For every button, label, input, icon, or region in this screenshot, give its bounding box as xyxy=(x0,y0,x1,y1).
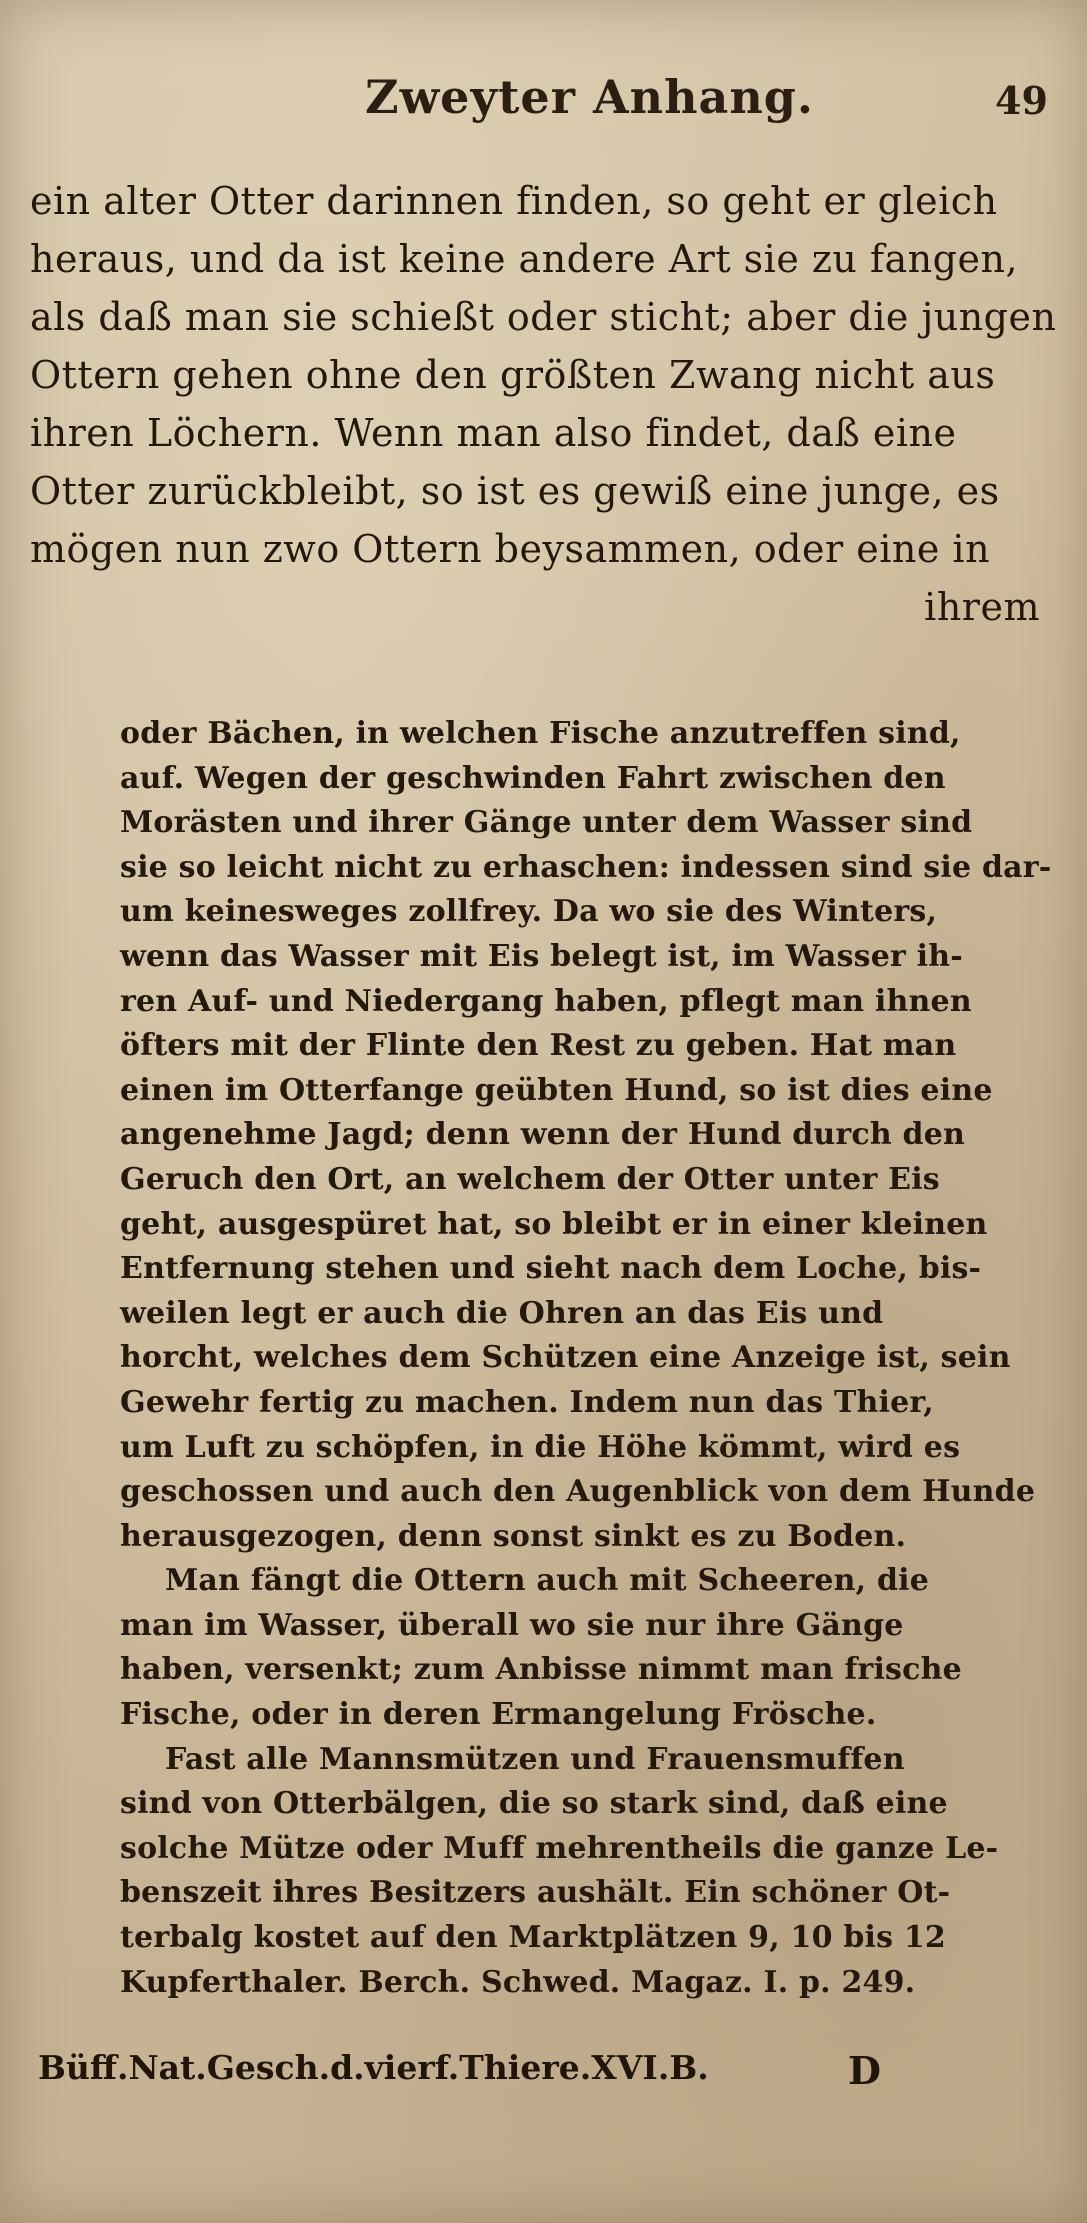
text-line: geht, ausgespüret hat, so bleibt er in einer kleinen xyxy=(120,1206,988,1242)
text-line: herausgezogen, denn sonst sinkt es zu Boden. xyxy=(120,1518,907,1554)
text-line: angenehme Jagd; denn wenn der Hund durch den xyxy=(120,1117,966,1153)
text-line: geschossen und auch den Augenblick von dem Hunde xyxy=(120,1474,1036,1510)
text-line: Otter zurückbleibt, so ist es gewiß eine junge, es xyxy=(30,469,1000,513)
text-line: Fische, oder in deren Ermangelung Frösche. xyxy=(120,1697,877,1733)
text-line: solche Mütze oder Muff mehrentheils die ganze Le- xyxy=(120,1830,999,1866)
text-line: haben, versenkt; zum Anbisse nimmt man frische xyxy=(120,1652,962,1688)
text-line: Ottern gehen ohne den größten Zwang nicht aus xyxy=(30,353,996,397)
text-line: um Luft zu schöpfen, in die Höhe kömmt, wird es xyxy=(120,1429,961,1465)
page-number: 49 xyxy=(995,78,1048,123)
text-line: Kupferthaler. Berch. Schwed. Magaz. I. p. 249. xyxy=(120,1964,916,2000)
text-line: öfters mit der Flinte den Rest zu geben. Hat man xyxy=(120,1028,957,1064)
text-line: terbalg kostet auf den Marktplätzen 9, 10 bis 12 xyxy=(120,1920,946,1956)
text-line: ren Auf- und Niedergang haben, pflegt man ihnen xyxy=(120,983,972,1019)
upper-text-block xyxy=(30,172,1060,636)
text-line: oder Bächen, in welchen Fische anzutreffen sind, xyxy=(120,716,961,751)
text-line: ein alter Otter darinnen finden, so geht er gleich xyxy=(30,179,998,223)
text-line: man im Wasser, überall wo sie nur ihre Gänge xyxy=(120,1607,904,1643)
paragraph-start-line: Man fängt die Ottern auch mit Scheeren, die xyxy=(165,1563,930,1599)
text-line: weilen legt er auch die Ohren an das Eis und xyxy=(120,1295,884,1331)
text-line: ihren Löchern. Wenn man also findet, daß eine xyxy=(30,411,957,455)
text-line: sie so leicht nicht zu erhaschen: indessen sind sie dar- xyxy=(120,849,1052,885)
text-line: sind von Otterbälgen, die so stark sind, daß eine xyxy=(120,1786,948,1822)
text-line: als daß man sie schießt oder sticht; aber die jungen xyxy=(30,295,1057,339)
text-line: Gewehr fertig zu machen. Indem nun das Thier, xyxy=(120,1384,934,1420)
text-line: wenn das Wasser mit Eis belegt ist, im Wasser ih- xyxy=(120,938,963,974)
text-line: mögen nun zwo Ottern beysammen, oder eine in xyxy=(30,527,991,571)
gathering-mark: D xyxy=(848,2048,881,2093)
text-line: auf. Wegen der geschwinden Fahrt zwischen den xyxy=(120,760,946,796)
printer-signature: Büff.Nat.Gesch.d.vierf.Thiere.XVI.B. xyxy=(38,2048,709,2087)
text-line: um keinesweges zollfrey. Da wo sie des Winters, xyxy=(120,894,938,930)
paragraph-start-line: Fast alle Mannsmützen und Frauensmuffen xyxy=(165,1741,905,1777)
page-header xyxy=(0,70,1087,140)
text-line: benszeit ihres Besitzers aushält. Ein schöner Ot- xyxy=(120,1875,951,1911)
running-title: Zweyter Anhang. xyxy=(365,70,814,124)
page-footer xyxy=(38,2048,1058,2108)
text-line: horcht, welches dem Schützen eine Anzeige ist, sein xyxy=(120,1340,1011,1376)
text-line: heraus, und da ist keine andere Art sie zu fangen, xyxy=(30,237,1019,281)
text-line: Morästen und ihrer Gänge unter dem Wasser sind xyxy=(120,805,973,841)
text-line: einen im Otterfange geübten Hund, so ist dies eine xyxy=(120,1072,993,1108)
text-line: Entfernung stehen und sieht nach dem Loche, bis- xyxy=(120,1251,982,1287)
catchword: ihrem xyxy=(924,585,1040,629)
text-line: Geruch den Ort, an welchem der Otter unter Eis xyxy=(120,1161,940,1197)
lower-text-block xyxy=(120,712,1060,2005)
